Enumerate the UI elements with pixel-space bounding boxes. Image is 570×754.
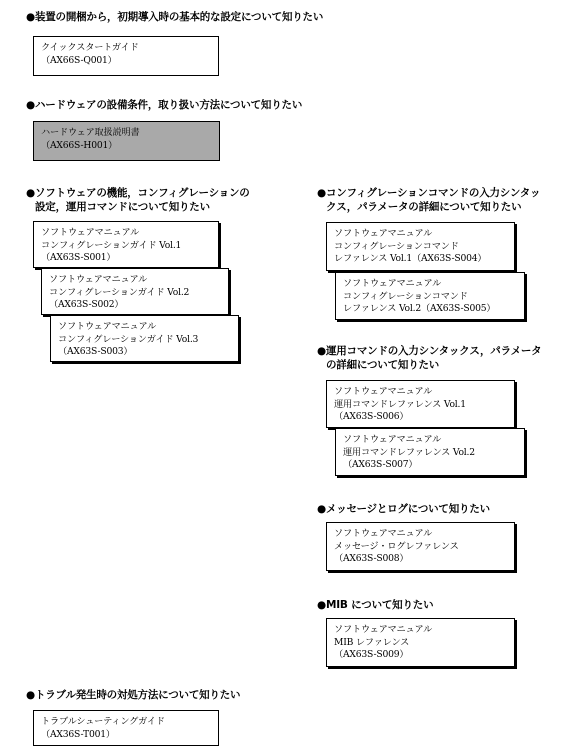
manual-hardware-guide [33,121,220,161]
manual-config-command-ref-vol1 [326,222,515,271]
manual-operation-command-ref-vol2 [335,428,525,476]
heading-line: クス，パラメータの詳細について知りたい [326,201,522,213]
heading-line: ●運用コマンドの入力シンタックス，パラメータ [317,345,542,357]
manual-line: ハードウェア取扱説明書 [41,127,140,138]
manual-line: （AX63S-S001） [41,252,116,263]
manual-line: ソフトウェアマニュアル [41,227,140,238]
manual-line: コンフィグレーションガイド Vol.2 [49,286,190,298]
heading-initial-setup: ●装置の開梱から，初期導入時の基本的な設定について知りたい [26,11,324,23]
heading-line: 設定，運用コマンドについて知りたい [35,201,210,213]
manual-line: クイックスタートガイド [41,42,139,53]
manual-line: （AX63S-S002） [49,299,124,310]
manual-line: メッセージ・ログレファレンス [334,540,459,552]
manual-line: コンフィグレーションコマンド [343,290,468,302]
manual-line: コンフィグレーションコマンド [334,240,459,252]
manual-line: （AX63S-S009） [334,649,409,660]
manual-line: （AX63S-S006） [334,411,409,422]
manual-line: ソフトウェアマニュアル [343,278,442,289]
manual-line: （AX63S-S003） [58,346,133,357]
manual-line: トラブルシューティングガイド [41,716,165,727]
manual-line: MIB レファレンス [334,636,410,648]
heading-troubleshooting: ●トラブル発生時の対処方法について知りたい [26,689,241,701]
manual-line: （AX63S-S008） [334,553,409,564]
heading-mib: ●MIB について知りたい [317,599,434,611]
manual-line: （AX66S-H001） [41,139,118,151]
manual-message-log-ref [326,522,515,571]
manual-line: コンフィグレーションガイド Vol.1 [41,239,182,251]
manual-line: 運用コマンドレファレンス Vol.1 [334,398,466,410]
manual-line: ソフトウェアマニュアル [334,624,433,635]
heading-messages-logs: ●メッセージとログについて知りたい [317,503,490,515]
heading-software-config [26,186,250,214]
heading-line: の詳細について知りたい [326,359,440,371]
manual-line: （AX36S-T001） [41,728,115,740]
manual-line: 運用コマンドレファレンス Vol.2 [343,446,475,458]
manual-line: ソフトウェアマニュアル [334,528,433,539]
manual-line: ソフトウェアマニュアル [334,228,433,239]
heading-line: ●ソフトウェアの機能，コンフィグレーションの [26,187,250,199]
manual-operation-command-ref-vol1 [326,380,515,428]
manual-quick-start-guide [33,36,219,76]
manual-config-command-ref-vol2 [335,272,525,320]
manual-line: ソフトウェアマニュアル [49,274,148,285]
heading-operation-commands [317,344,541,372]
heading-line: ●コンフィグレーションコマンドの入力シンタッ [317,187,541,199]
manual-line: ソフトウェアマニュアル [343,434,442,445]
manual-troubleshooting-guide [33,710,219,746]
manual-line: ソフトウェアマニュアル [58,321,157,332]
manual-config-guide-vol2 [41,268,229,315]
manual-line: レファレンス Vol.2（AX63S-S005） [343,303,496,314]
manual-line: コンフィグレーションガイド Vol.3 [58,333,199,345]
manual-line: レファレンス Vol.1（AX63S-S004） [334,253,487,264]
manual-config-guide-vol1 [33,221,219,268]
manual-config-guide-vol3 [50,315,239,362]
manual-line: ソフトウェアマニュアル [334,386,433,397]
manual-line: （AX63S-S007） [343,459,418,470]
heading-hardware: ●ハードウェアの設備条件，取り扱い方法について知りたい [26,99,303,111]
manual-line: （AX66S-Q001） [41,54,117,66]
manual-mib-ref [326,618,515,667]
heading-config-commands [317,186,540,214]
